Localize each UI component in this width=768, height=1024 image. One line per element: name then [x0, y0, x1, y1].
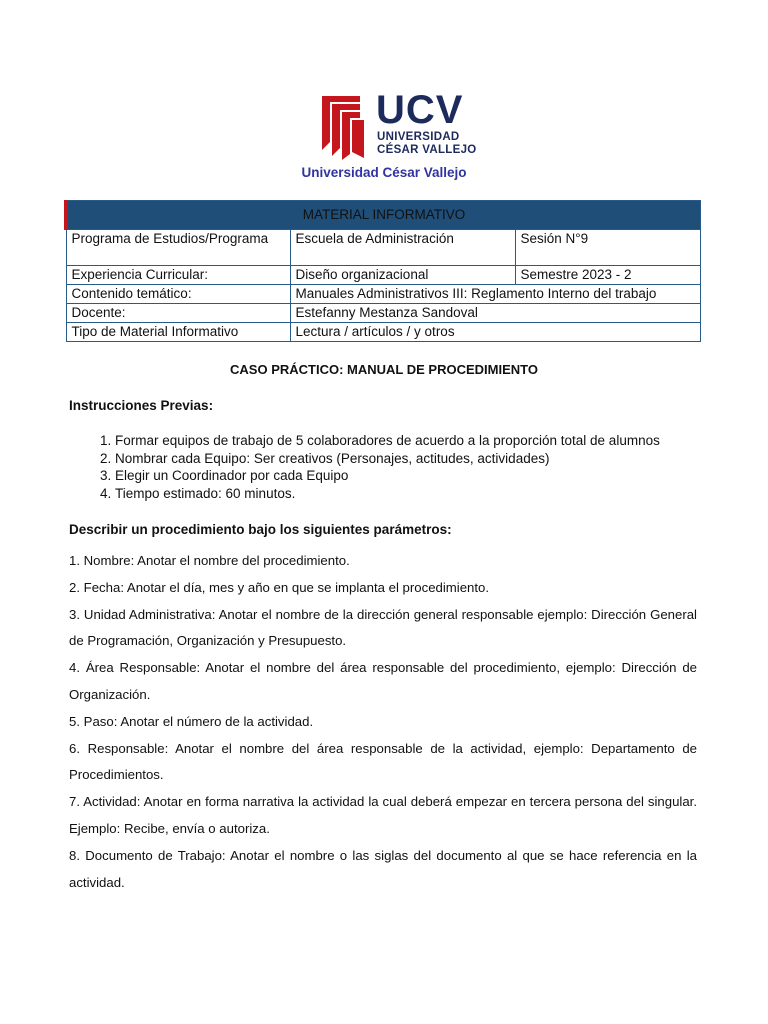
- table-cell: Experiencia Curricular:: [66, 266, 290, 285]
- list-item: 1. Formar equipos de trabajo de 5 colaboradores de acuerdo a la proporción total de alumnos: [115, 432, 768, 450]
- table-cell: Tipo de Material Informativo: [66, 323, 290, 342]
- params-list: [69, 548, 697, 896]
- table-cell: Programa de Estudios/Programa: [66, 230, 290, 266]
- list-item: 3. Elegir un Coordinador por cada Equipo: [115, 467, 768, 485]
- logo-line-2: CÉSAR VALLEJO: [377, 144, 477, 156]
- document-title: CASO PRÁCTICO: MANUAL DE PROCEDIMIENTO: [230, 362, 538, 377]
- table-cell: Estefanny Mestanza Sandoval: [290, 304, 701, 323]
- table-row: [66, 285, 701, 304]
- material-info-table: [64, 200, 701, 342]
- table-header-row: [66, 201, 701, 230]
- table-cell: Escuela de Administración: [290, 230, 515, 266]
- university-name: Universidad César Vallejo: [301, 165, 467, 180]
- table-cell: Lectura / artículos / y otros: [290, 323, 701, 342]
- table-cell: Contenido temático:: [66, 285, 290, 304]
- param-item: 8. Documento de Trabajo: Anotar el nombre o las siglas del documento al que se hace referencia en la actividad.: [69, 847, 697, 890]
- table-cell: Semestre 2023 - 2: [515, 266, 701, 285]
- param-item: 5. Paso: Anotar el número de la actividad.: [69, 713, 314, 729]
- table-row: [66, 266, 701, 285]
- instructions-list: [69, 432, 768, 502]
- table-cell: Manuales Administrativos III: Reglamento Interno del trabajo: [290, 285, 701, 304]
- table-row: [66, 304, 701, 323]
- list-item: 4. Tiempo estimado: 60 minutos.: [115, 485, 768, 503]
- logo-ucv-text: UCV: [376, 88, 464, 132]
- table-cell: Docente:: [66, 304, 290, 323]
- param-item: 3. Unidad Administrativa: Anotar el nombre de la dirección general responsable ejemplo: Dirección General de Programación, Organización y Presupuesto.: [69, 606, 697, 649]
- param-item: 6. Responsable: Anotar el nombre del área responsable de la actividad, ejemplo: Departamento de Procedimientos.: [69, 740, 697, 783]
- logo-line-1: UNIVERSIDAD: [377, 131, 460, 143]
- table-row: [66, 323, 701, 342]
- list-item: 2. Nombrar cada Equipo: Ser creativos (Personajes, actitudes, actividades): [115, 450, 768, 468]
- table-cell: Sesión N°9: [515, 230, 701, 266]
- params-heading: Describir un procedimiento bajo los siguientes parámetros:: [69, 522, 452, 537]
- instructions-heading: Instrucciones Previas:: [69, 398, 214, 413]
- param-item: 1. Nombre: Anotar el nombre del procedimiento.: [69, 553, 350, 568]
- table-header: MATERIAL INFORMATIVO: [66, 201, 701, 230]
- param-item: 2. Fecha: Anotar el día, mes y año en que se implanta el procedimiento.: [69, 579, 490, 595]
- table-cell: Diseño organizacional: [290, 266, 515, 285]
- table-row: [66, 230, 701, 266]
- param-item: 7. Actividad: Anotar en forma narrativa la actividad la cual deberá empezar en tercera persona del singular. Ejemplo: Recibe, envía o autoriza.: [69, 794, 697, 836]
- param-item: 4. Área Responsable: Anotar el nombre del área responsable del procedimiento, ejemplo: Dirección de Organización.: [69, 660, 697, 702]
